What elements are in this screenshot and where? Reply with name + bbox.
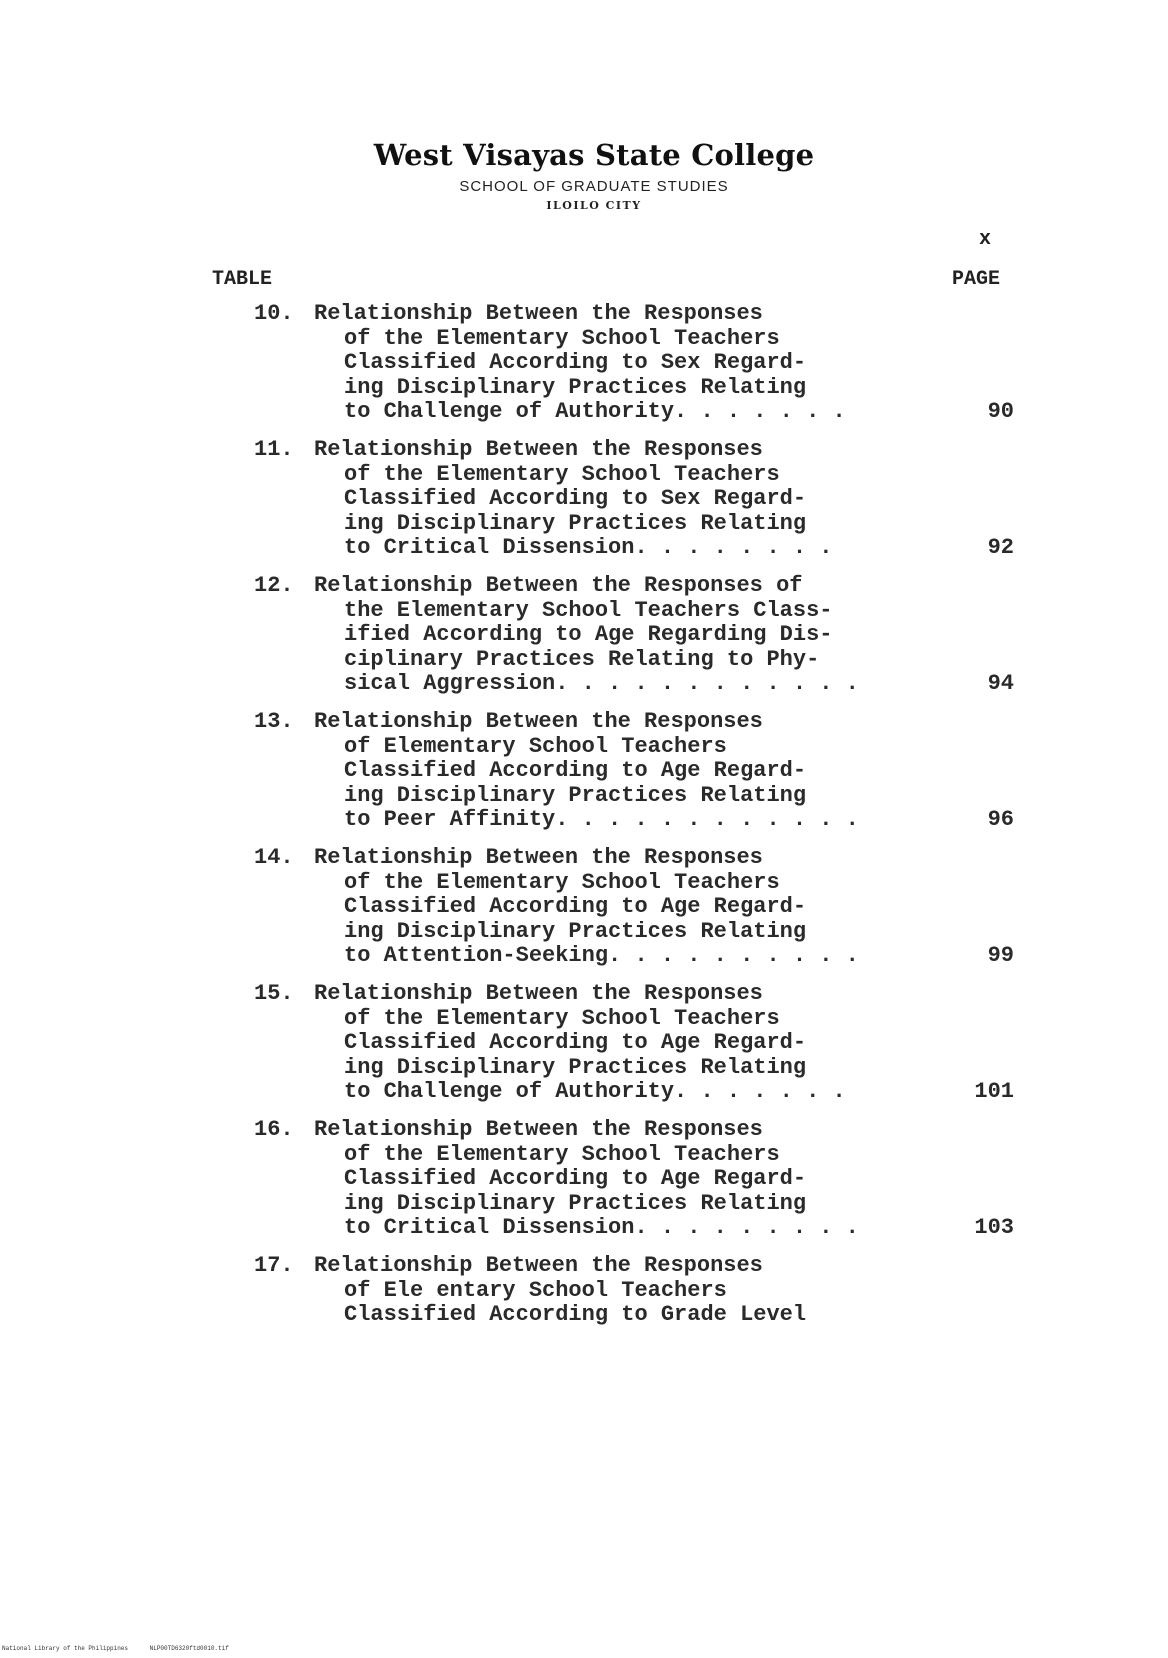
table-title-line: ified According to Age Regarding Dis- [344, 622, 833, 647]
city-name: ILOILO CITY [546, 199, 642, 212]
table-title-line: Classified According to Grade Level [344, 1302, 807, 1327]
table-title-line: sical Aggression. . . . . . . . . . . . [344, 671, 859, 696]
table-title-line: of the Elementary School Teachers [344, 1141, 780, 1167]
table-number: 10. [254, 301, 294, 326]
table-title-line: ing Disciplinary Practices Relating [344, 782, 807, 808]
table-number: 12. [254, 573, 294, 598]
page-column-heading: PAGE [952, 268, 1001, 291]
table-title-line: ciplinary Practices Relating to Phy- [344, 646, 820, 672]
list-item [254, 710, 1014, 833]
list-item [254, 574, 1014, 697]
table-title-line: to Peer Affinity. . . . . . . . . . . . [344, 807, 859, 832]
table-title-line: of the Elementary School Teachers [344, 1005, 780, 1031]
table-title-line: Relationship Between the Responses [314, 301, 763, 326]
page-reference: 103 [974, 1215, 1014, 1240]
table-number: 15. [254, 981, 294, 1006]
table-title-line: Relationship Between the Responses [314, 1253, 763, 1278]
archive-footer: National Library of the Philippines NLP00TD6320ftd0010.tif [2, 1645, 229, 1652]
table-number: 17. [254, 1253, 294, 1278]
page-reference: 90 [987, 399, 1014, 424]
table-title-line: of Ele entary School Teachers [344, 1277, 727, 1303]
table-number: 14. [254, 845, 294, 870]
list-item [254, 1254, 1014, 1328]
table-title-line: Relationship Between the Responses [314, 845, 763, 870]
table-title-line: Relationship Between the Responses [314, 981, 763, 1006]
table-title-line: to Challenge of Authority. . . . . . . [344, 1079, 846, 1104]
page-reference: 94 [987, 671, 1014, 696]
table-title-line: of the Elementary School Teachers [344, 869, 780, 895]
table-title-line: to Challenge of Authority. . . . . . . [344, 399, 846, 424]
table-title-line: Classified According to Age Regard- [344, 758, 807, 783]
list-item [254, 846, 1014, 969]
table-title-line: Relationship Between the Responses [314, 437, 763, 462]
page-reference: 99 [987, 943, 1014, 968]
table-title-line: to Critical Dissension. . . . . . . . [344, 535, 833, 560]
table-title-line: the Elementary School Teachers Class- [344, 597, 833, 623]
table-number: 13. [254, 709, 294, 734]
table-title-line: Classified According to Age Regard- [344, 1030, 807, 1055]
table-title-line: of Elementary School Teachers [344, 733, 727, 759]
list-item [254, 1118, 1014, 1241]
table-title-line: ing Disciplinary Practices Relating [344, 510, 807, 536]
page-number: x [979, 228, 992, 251]
table-number: 16. [254, 1117, 294, 1142]
table-title-line: of the Elementary School Teachers [344, 461, 780, 487]
table-title-line: Classified According to Sex Regard- [344, 486, 807, 511]
table-title-line: Classified According to Age Regard- [344, 894, 807, 919]
page-reference: 96 [987, 807, 1014, 832]
table-title-line: ing Disciplinary Practices Relating [344, 374, 807, 400]
table-title-line: Classified According to Age Regard- [344, 1166, 807, 1191]
page-reference: 101 [974, 1079, 1014, 1104]
table-number: 11. [254, 437, 294, 462]
table-column-heading: TABLE [212, 268, 273, 291]
list-item [254, 982, 1014, 1105]
table-title-line: of the Elementary School Teachers [344, 325, 780, 351]
school-name: SCHOOL OF GRADUATE STUDIES [459, 178, 729, 195]
table-title-line: ing Disciplinary Practices Relating [344, 1054, 807, 1080]
table-title-line: ing Disciplinary Practices Relating [344, 1190, 807, 1216]
table-title-line: Classified According to Sex Regard- [344, 350, 807, 375]
table-title-line: to Critical Dissension. . . . . . . . . [344, 1215, 859, 1240]
table-title-line: ing Disciplinary Practices Relating [344, 918, 807, 944]
page-reference: 92 [987, 535, 1014, 560]
list-item [254, 302, 1014, 425]
table-title-line: Relationship Between the Responses [314, 709, 763, 734]
table-title-line: to Attention-Seeking. . . . . . . . . . [344, 943, 859, 968]
table-title-line: Relationship Between the Responses of [314, 573, 803, 598]
table-title-line: Relationship Between the Responses [314, 1117, 763, 1142]
list-item [254, 438, 1014, 561]
college-name: West Visayas State College [373, 138, 815, 172]
